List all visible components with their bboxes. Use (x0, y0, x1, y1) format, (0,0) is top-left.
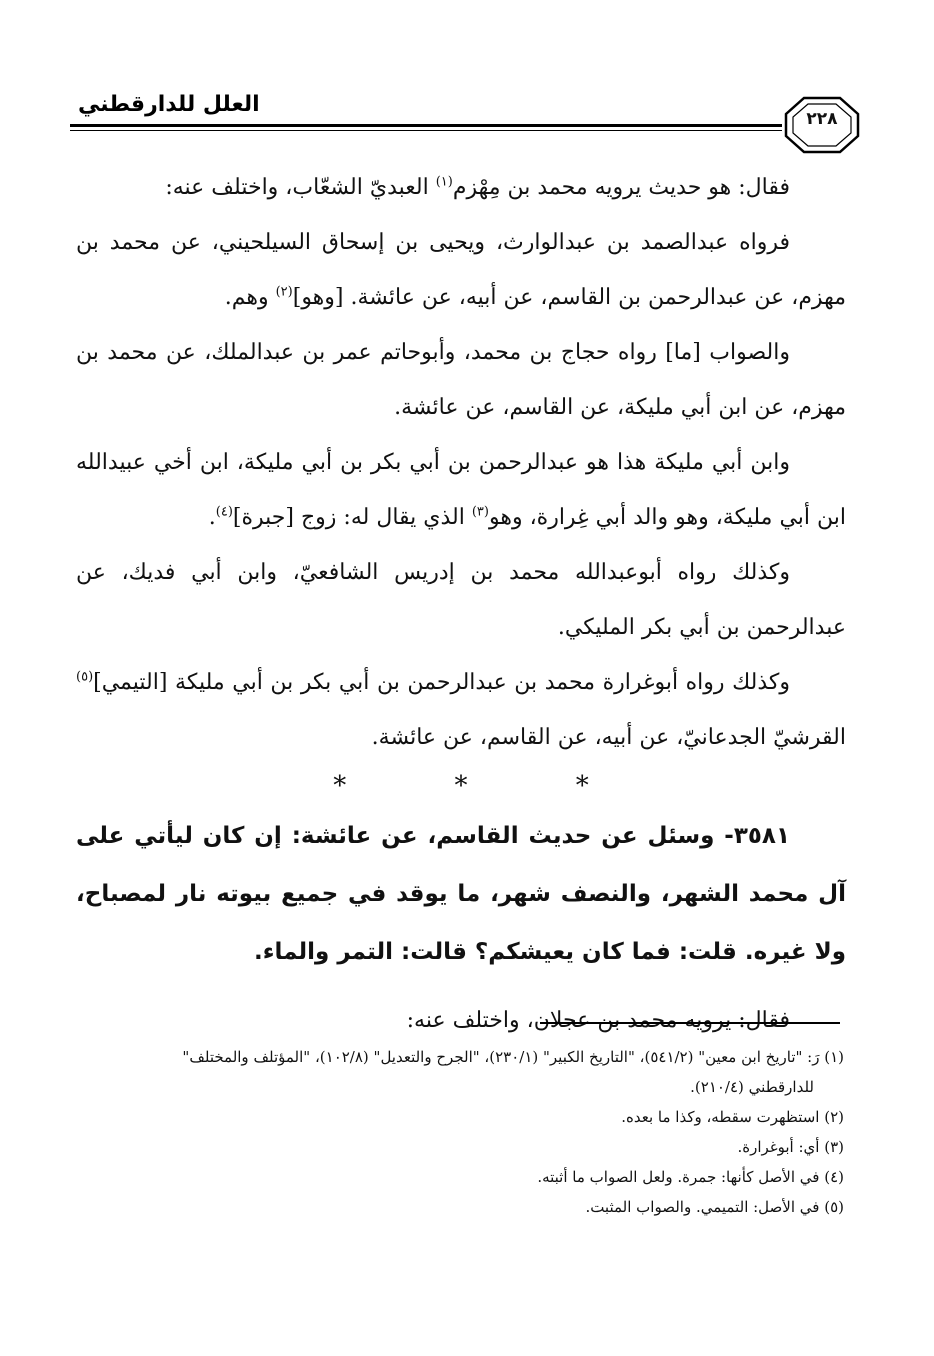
page-header (70, 92, 860, 142)
footnote-ref: (١) (435, 174, 453, 190)
header-rule-thin (70, 130, 782, 131)
footnote: (١) رَ: "تاريخ ابن معين" (٥٤١/٢)، "التاريخ الكبير" (٢٣٠/١)، "الجرح والتعديل" (١٠٢/٨)، "المؤتلف والمختلف" (182, 1048, 844, 1066)
header-rule (70, 124, 782, 127)
footnote-ref: (٥) (76, 669, 94, 685)
page-number: ٢٢٨ (806, 109, 838, 129)
paragraph: وابن أبي مليكة هذا هو عبدالرحمن بن أبي بكر بن أبي مليكة، ابن أخي عبيدالله ابن أبي مليكة، وهو والد أبي غِرارة، وهو$^{(٣)}$ الذي يقال له: زوج [جبرة]$^{(٤)}$. (76, 450, 846, 530)
entry-question: ٣٥٨١- وسئل عن حديث القاسم، عن عائشة: إن كان ليأتي على آل محمد الشهر، والنصف شهر، ما يوقد في جميع بيوته نار لمصباح، ولا غيره. قلت: فما كان يعيشكم؟ قالت: التمر والماء. (76, 823, 846, 965)
paragraph: فقال: هو حديث يرويه محمد بن مِهْزم$^{(١)}$ العبديّ الشعّاب، واختلف عنه: (165, 174, 790, 200)
paragraph: وكذلك رواه أبوعبدالله محمد بن إدريس الشافعيّ، وابن أبي فديك، عن عبدالرحمن بن أبي بكر المليكي. (76, 560, 846, 640)
footnote: (٢) استظهرت سقطه، وكذا ما بعده. (621, 1108, 844, 1126)
footnote-continuation: للدارقطني (٢١٠/٤). (690, 1078, 814, 1096)
paragraph: فقال: يرويه محمد بن عجلان، واختلف عنه: (406, 1008, 790, 1033)
paragraph: والصواب [ما] رواه حجاج بن محمد، وأبوحاتم عمر بن عبدالملك، عن محمد بن مهزم، عن ابن أبي مليكة، عن القاسم، عن عائشة. (76, 340, 846, 420)
footnote-separator (540, 1022, 840, 1024)
main-text (76, 160, 846, 1048)
paragraph: وكذلك رواه أبوغرارة محمد بن عبدالرحمن بن أبي بكر بن أبي مليكة [التيمي]$^{(٥)}$ القرشيّ الجدعانيّ، عن أبيه، عن القاسم، عن عائشة. (76, 669, 846, 750)
running-title: العلل للدارقطني (78, 92, 260, 117)
paragraph: فرواه عبدالصمد بن عبدالوارث، ويحيى بن إسحاق السيلحيني، عن محمد بن مهزم، عن عبدالرحمن بن القاسم، عن أبيه، عن عائشة. [وهو]$^{(٢)}$ وهم. (76, 230, 846, 310)
footnote-ref: (٢) (275, 284, 293, 300)
page-number-badge (784, 96, 860, 154)
footnote: (٣) أي: أبوغرارة. (737, 1138, 844, 1156)
footnote-ref: (٤) (215, 504, 233, 520)
footnotes (72, 1042, 844, 1222)
footnote-ref: (٣) (471, 504, 489, 520)
footnote: (٤) في الأصل كأنها: جمرة. ولعل الصواب ما أثبته. (537, 1168, 844, 1186)
section-separator: * * * (333, 771, 639, 801)
footnote: (٥) في الأصل: التميمي. والصواب المثبت. (585, 1198, 844, 1216)
